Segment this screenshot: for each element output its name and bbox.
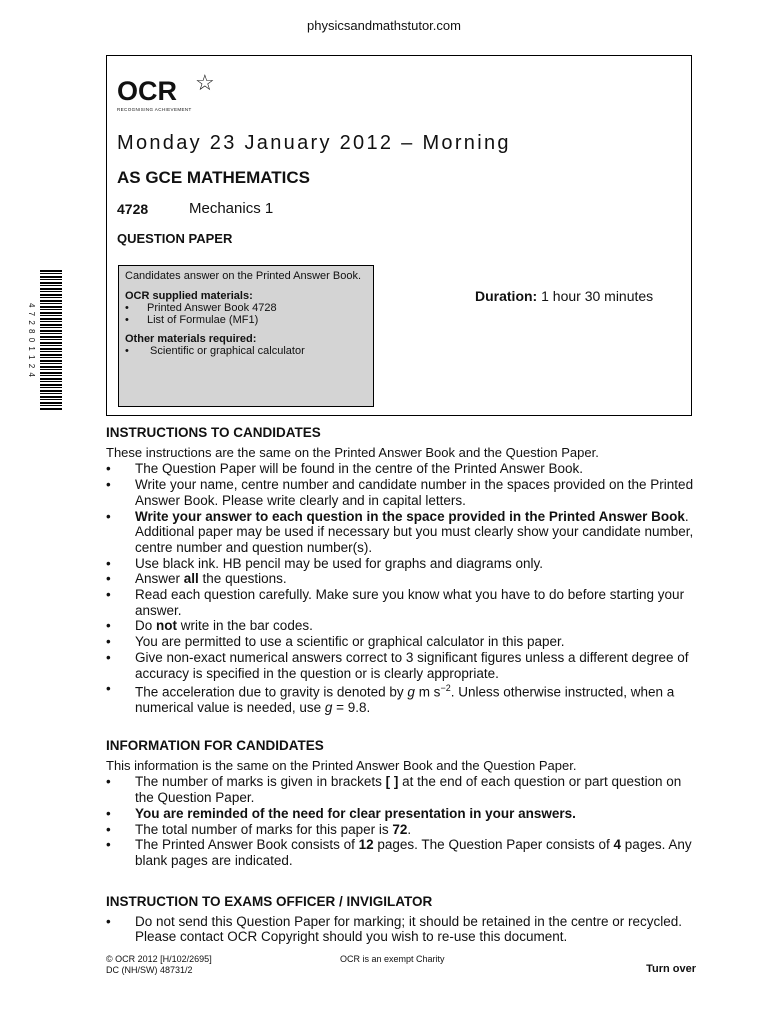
instructions-lead: These instructions are the same on the Printed Answer Book and the Question Paper. xyxy=(106,444,599,460)
footer-copyright: © OCR 2012 [H/102/2695] DC (NH/SW) 48731/2 xyxy=(106,954,212,975)
footer-charity: OCR is an exempt Charity xyxy=(340,954,445,964)
materials-intro: Candidates answer on the Printed Answer Book. xyxy=(125,270,362,282)
list-item: • You are permitted to use a scientific or graphical calculator in this paper. xyxy=(106,634,696,650)
list-item: • Read each question carefully. Make sure you know what you have to do before starting your answer. xyxy=(106,587,696,618)
officer-list xyxy=(106,914,696,945)
exam-date: Monday 23 January 2012 – Morning xyxy=(117,132,511,154)
supplied-heading: OCR supplied materials: xyxy=(125,290,253,302)
list-item: • Use black ink. HB pencil may be used for graphs and diagrams only. xyxy=(106,556,696,572)
list-item: • The Question Paper will be found in the centre of the Printed Answer Book. xyxy=(106,461,696,477)
site-url: physicsandmathstutor.com xyxy=(307,18,461,33)
ocr-logo xyxy=(117,70,227,122)
gravity-item: • The acceleration due to gravity is denoted by g m $s^{-2}$. Unless otherwise instructed, when a numerical value is needed, use g = 9.8. xyxy=(106,681,696,716)
information-heading: INFORMATION FOR CANDIDATES xyxy=(106,738,324,753)
barcode-number: 4 7 2 8 0 1 1 2 4 xyxy=(27,302,36,378)
list-item: • Write your answer to each question in the space provided in the Printed Answer Book. Additional paper may be used if necessary but you must clearly show your candidate number, centre number and question number(s). xyxy=(106,509,696,556)
cover-box xyxy=(106,55,692,416)
star-icon: ☆ xyxy=(195,70,215,95)
logo-wordmark: OCR xyxy=(117,76,177,106)
information-list xyxy=(106,774,696,868)
list-item: • Answer all the questions. xyxy=(106,571,696,587)
other-heading: Other materials required: xyxy=(125,333,257,345)
information-section xyxy=(106,738,696,869)
other-item: • Scientific or graphical calculator xyxy=(125,345,305,357)
list-item: • Do not write in the bar codes. xyxy=(106,618,696,634)
logo-tagline: RECOGNISING ACHIEVEMENT xyxy=(117,107,192,112)
duration-label: Duration: xyxy=(475,288,538,304)
officer-section xyxy=(106,894,696,945)
information-lead: This information is the same on the Printed Answer Book and the Question Paper. xyxy=(106,757,577,773)
list-item: • Do not send this Question Paper for marking; it should be retained in the centre or recycled. Please contact OCR Copyright should you wish to re-use this document. xyxy=(106,914,696,945)
list-item: • You are reminded of the need for clear presentation in your answers. xyxy=(106,806,696,822)
paper-type: QUESTION PAPER xyxy=(117,231,233,246)
unit-name: Mechanics 1 xyxy=(189,200,274,217)
barcode xyxy=(40,270,62,410)
instructions-list xyxy=(106,461,696,716)
duration-value: 1 hour 30 minutes xyxy=(541,288,654,304)
supplied-item: • Printed Answer Book 4728 xyxy=(125,302,277,314)
officer-heading: INSTRUCTION TO EXAMS OFFICER / INVIGILATOR xyxy=(106,894,433,909)
list-item: • The number of marks is given in brackets [ ] at the end of each question or part question on the Question Paper. xyxy=(106,774,696,805)
duration xyxy=(475,288,653,304)
list-item: • The Printed Answer Book consists of 12 pages. The Question Paper consists of 4 pages. Any blank pages are indicated. xyxy=(106,837,696,868)
list-item: • Write your name, centre number and candidate number in the spaces provided on the Printed Answer Book. Please write clearly and in capital letters. xyxy=(106,477,696,508)
instructions-heading: INSTRUCTIONS TO CANDIDATES xyxy=(106,425,321,440)
materials-box xyxy=(118,265,374,407)
subject-title: AS GCE MATHEMATICS xyxy=(117,168,310,187)
turn-over-label: Turn over xyxy=(646,963,696,975)
list-item: • The total number of marks for this paper is 72. xyxy=(106,822,696,838)
supplied-item: • List of Formulae (MF1) xyxy=(125,314,259,326)
instructions-section xyxy=(106,425,696,716)
list-item: • Give non-exact numerical answers correct to 3 significant figures unless a different degree of accuracy is specified in the question or is clearly appropriate. xyxy=(106,650,696,681)
unit-code: 4728 xyxy=(117,201,149,217)
